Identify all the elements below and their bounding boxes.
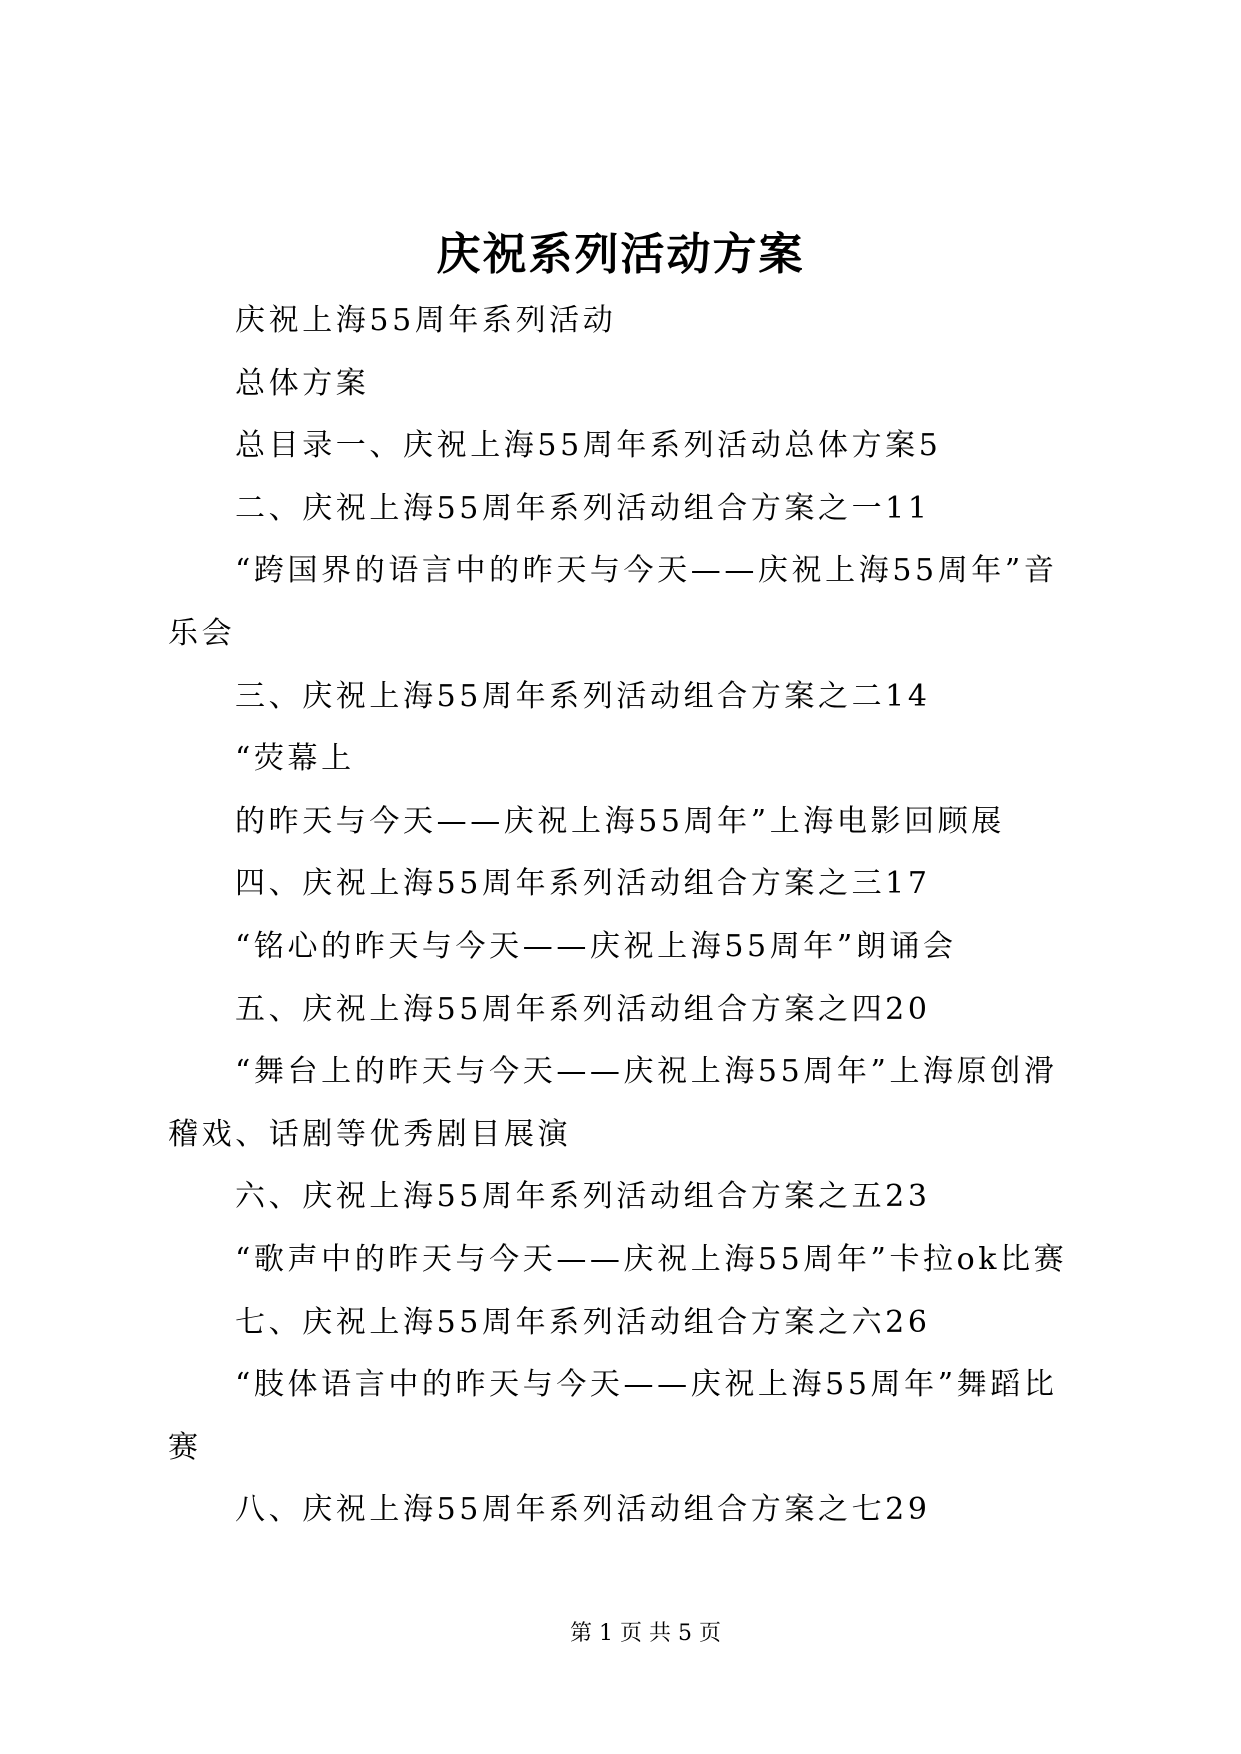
toc-entry <box>168 415 1088 478</box>
paragraph-line: “铭心的昨天与今天——庆祝上海55周年”朗诵会 <box>235 928 957 964</box>
subtitle-line <box>168 353 1088 416</box>
event-title <box>168 1229 1088 1292</box>
paragraph-line: 庆祝上海55周年系列活动 <box>235 303 617 338</box>
paragraph-line: 三、庆祝上海55周年系列活动组合方案之二14 <box>235 678 931 714</box>
paragraph-line: 六、庆祝上海55周年系列活动组合方案之五23 <box>235 1179 931 1215</box>
paragraph-line: 总体方案 <box>235 365 370 401</box>
paragraph-line: “荧幕上 <box>235 741 355 777</box>
paragraph-line: 五、庆祝上海55周年系列活动组合方案之四20 <box>235 991 931 1027</box>
toc-entry <box>168 1479 1088 1542</box>
paragraph-line: 乐会 <box>168 615 236 651</box>
toc-entry <box>168 853 1088 916</box>
paragraph-line: 八、庆祝上海55周年系列活动组合方案之七29 <box>235 1492 931 1528</box>
paragraph-line: 四、庆祝上海55周年系列活动组合方案之三17 <box>235 866 931 902</box>
event-title <box>168 540 1088 665</box>
document-title: 庆祝系列活动方案 <box>436 229 805 280</box>
paragraph-line: 的昨天与今天——庆祝上海55周年”上海电影回顾展 <box>235 803 1005 839</box>
paragraph-line: 总目录一、庆祝上海55周年系列活动总体方案5 <box>235 428 942 464</box>
event-title <box>168 1354 1088 1479</box>
event-title <box>168 791 1088 854</box>
toc-entry <box>168 1292 1088 1355</box>
paragraph-line: “歌声中的昨天与今天——庆祝上海55周年”卡拉ok比赛 <box>235 1241 1068 1277</box>
toc-entry <box>168 478 1088 541</box>
toc-entry <box>168 979 1088 1042</box>
paragraph-line: “跨国界的语言中的昨天与今天——庆祝上海55周年”音 <box>235 553 1058 589</box>
paragraph-line: 七、庆祝上海55周年系列活动组合方案之六26 <box>235 1304 931 1340</box>
paragraph-line: “肢体语言中的昨天与今天——庆祝上海55周年”舞蹈比 <box>235 1367 1058 1403</box>
event-title <box>168 1041 1088 1166</box>
subtitle-line <box>168 290 1088 353</box>
paragraph-line: 二、庆祝上海55周年系列活动组合方案之一11 <box>235 490 931 526</box>
event-title <box>168 728 1088 791</box>
toc-entry <box>168 1166 1088 1229</box>
page-number-footer: 第 1 页 共 5 页 <box>570 1621 721 1646</box>
document-body <box>168 290 1088 1542</box>
event-title <box>168 916 1088 979</box>
paragraph-line: “舞台上的昨天与今天——庆祝上海55周年”上海原创滑 <box>235 1054 1058 1090</box>
paragraph-line: 稽戏、话剧等优秀剧目展演 <box>168 1116 572 1152</box>
paragraph-line: 赛 <box>168 1429 202 1465</box>
toc-entry <box>168 666 1088 729</box>
